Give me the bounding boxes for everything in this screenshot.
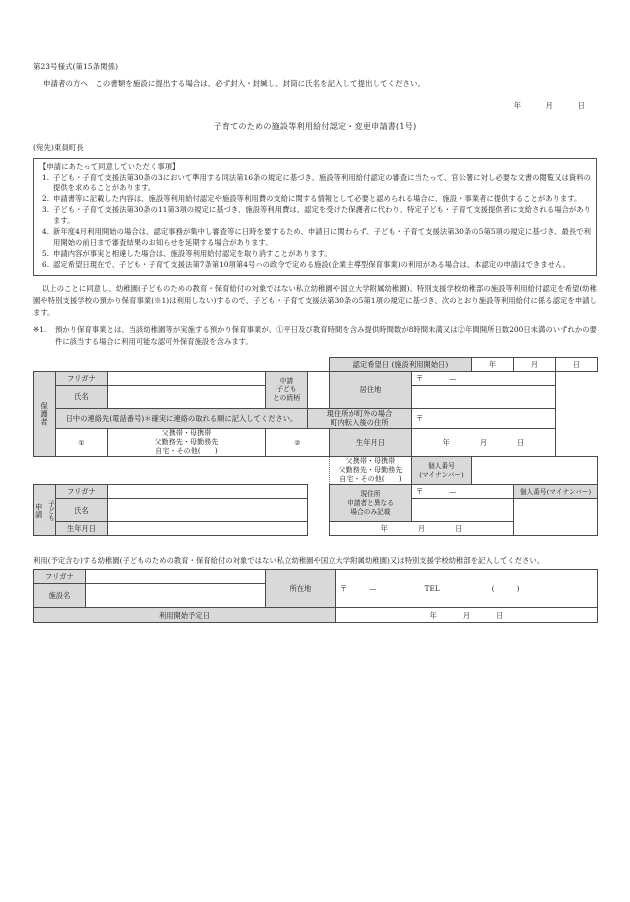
date-year-label: 年 (513, 100, 522, 110)
table-row (34, 485, 598, 499)
table-row (34, 457, 598, 485)
child-furigana-input[interactable] (108, 485, 308, 499)
consent-box (33, 158, 597, 276)
consent-item-number: 6. (42, 260, 50, 270)
facility-lead-text: 利用(予定含む)する幼稚園(子どものための教育・保育給付の対象ではない私立幼稚園や国立大学附属幼稚園)又は特別支援学校幼稚部を記入してください。 (33, 556, 545, 566)
table-row (34, 357, 598, 371)
consent-item-text: 子ども・子育て支援法第30条の3において準用する同法第16条の規定に基づき、施設等利用給付認定の審査に当たって、官公署に対し必要な文書の閲覧又は資料の提供を求めることがあります。 (53, 172, 591, 193)
facility-name-input[interactable] (86, 584, 266, 608)
consent-item-text: 認定希望日現在で、子ども・子育て支援法第7条第10項第4号ハの政令で定める施設(企業主導型保育事業)の利用がある場合は、本認定の申請はできません。 (53, 260, 571, 270)
applicant-table (33, 357, 598, 537)
child-birth-input-left[interactable] (108, 522, 308, 536)
guardian-mynumber-input[interactable] (472, 457, 598, 485)
child-furigana-label: フリガナ (56, 485, 108, 499)
consent-item (39, 194, 591, 205)
child-name-label: 氏名 (56, 499, 108, 522)
guardian-furigana-label: フリガナ (56, 371, 108, 385)
residence-label: 居住地 (330, 371, 412, 408)
application-statement: 以上のことに同意し、幼稚園(子どものための教育・保育給付の対象ではない私立幼稚園や国立大学附属幼稚園)、特別支援学校幼稚部の施設等利用給付認定を希望(幼稚園や特別支援学校の預かり保育事業(※1)は利用しない)するので、子ども・子育て支援法第30条の5第1項の規定に基づき、次のとおり施設等利用給付に係る認定を申請します。 (33, 283, 597, 317)
date-month-label: 月 (545, 100, 554, 110)
table-row (34, 499, 598, 522)
table-row (34, 608, 598, 623)
cert-date-year-cell[interactable]: 年 (472, 357, 514, 371)
document-title: 子育てのための施設等利用給付認定・変更申請書(1号) (213, 120, 417, 131)
guardian-name-input[interactable] (108, 385, 266, 408)
table-row (34, 522, 598, 536)
contact-number-2[interactable]: ② (266, 428, 330, 456)
child-mynumber-input[interactable] (514, 499, 598, 536)
zip-mark: 〒 (416, 487, 424, 497)
zip-mark: 〒 (416, 413, 424, 423)
consent-item-text: 新年度4月利用開始の場合は、認定事務が集中し審査等に日時を要するため、申請日に関わらず、子ども・子育て支援法第30条の5第5項の規定に基づき、最長で利用開始の前日まで審査結果のお知らせを延期する場合があります。 (53, 227, 591, 248)
consent-item (39, 173, 591, 195)
child-address-zip-row[interactable] (412, 485, 514, 499)
out-of-town-address-input[interactable] (412, 408, 556, 428)
facility-location-label: 所在地 (266, 570, 336, 608)
consent-item-number: 1. (42, 172, 50, 182)
certification-date-label: 認定希望日 (施設利用開始日) (330, 357, 472, 371)
child-mynumber-label: 個人番号(マイナンバー) (514, 485, 598, 499)
contact-type-options-1[interactable]: 父携帯・母携帯 父勤務先・母勤務先 自宅・その他( ) (108, 428, 266, 456)
date-day-label: 日 (577, 100, 585, 110)
consent-item-number: 2. (42, 194, 50, 204)
cert-date-month-cell[interactable]: 月 (514, 357, 556, 371)
child-section-label: 子ども 申請 (34, 485, 56, 536)
child-address-input[interactable] (412, 499, 514, 522)
consent-item (39, 205, 591, 227)
facility-furigana-label: フリガナ (34, 570, 86, 584)
zip-dash: — (449, 373, 457, 383)
guardian-birth-input[interactable]: 年 月 日 (412, 428, 556, 456)
guardian-section-label: 保護者 (34, 371, 56, 456)
consent-item (39, 227, 591, 249)
guardian-name-label: 氏名 (56, 385, 108, 408)
facility-location-input[interactable] (336, 570, 598, 608)
relation-label: 申請 子ども との続柄 (266, 371, 308, 408)
zip-dash: — (449, 487, 457, 497)
consent-item-number: 3. (42, 205, 50, 215)
table-row (34, 408, 598, 428)
child-name-input[interactable] (108, 499, 308, 522)
submission-date-line (33, 100, 597, 111)
contact-number-1[interactable]: ① (56, 428, 108, 456)
zip-dash: — (369, 584, 377, 594)
zip-mark: 〒 (416, 373, 424, 383)
table-row (34, 428, 598, 456)
facility-start-date-input[interactable]: 年 月 日 (336, 608, 598, 623)
out-of-town-label: 現住所が町外の場合 町内転入後の住所 (308, 408, 412, 428)
child-address-label: 現住所 申請者と異なる 場合のみ記載 (330, 485, 412, 522)
document-content (33, 62, 597, 623)
facility-furigana-input[interactable] (86, 570, 266, 584)
facility-table (33, 569, 598, 623)
applicant-table-wrap (33, 357, 597, 537)
child-birth-label: 生年月日 (56, 522, 108, 536)
tel-paren-close: ) (516, 584, 520, 594)
footnote-1 (33, 324, 597, 347)
cert-date-day-cell[interactable]: 日 (556, 357, 598, 371)
consent-item-text: 申請書等に記載した内容は、施設等利用給付認定や施設等利用費の支給に関する情報として必要と認められる場合に、施設・事業者に提供することがあります。 (53, 194, 582, 204)
table-row (34, 371, 598, 385)
consent-item-number: 4. (42, 227, 50, 237)
guardian-birth-label: 生年月日 (330, 428, 412, 456)
tel-label: TEL (424, 584, 440, 594)
facility-table-wrap (33, 569, 597, 623)
applicant-notice: 申請者の方へ この書類を施設に提出する場合は、必ず封入・封緘し、封筒に氏名を記入して提出してください。 (43, 78, 426, 88)
footnote-text: 預かり保育事業とは、当該幼稚園等が実施する預かり保育事業が、①平日及び教育時間を含み提供時間数が8時間未満又は②年間開所日数200日未満のいずれかの要件に該当する場合に利用可能な認可外保育施設を含みます。 (55, 325, 597, 347)
guardian-mynumber-label: 個人番号 (マイナンバー) (412, 457, 472, 485)
table-row (34, 570, 598, 584)
addressee: (宛先)東員町長 (33, 142, 84, 152)
guardian-furigana-input[interactable] (108, 371, 266, 385)
consent-item-number: 5. (42, 249, 50, 259)
contact-type-options-2[interactable]: 父携帯・母携帯 父勤務先・母勤務先 自宅・その他( ) (330, 457, 412, 485)
contact-header: 日中の連絡先(電話番号)＊確実に連絡の取れる順に記入してください。 (56, 408, 308, 428)
consent-item-text: 申請内容が事実と相違した場合は、施設等利用給付認定を取り消すことがあります。 (53, 249, 332, 259)
form-number: 第23号様式(第15条関係) (33, 62, 119, 71)
consent-item (39, 260, 591, 271)
footnote-label: ※1. (33, 325, 47, 335)
child-birth-input[interactable]: 年 月 日 (330, 522, 514, 536)
relation-input[interactable] (308, 371, 330, 408)
consent-item-text: 子ども・子育て支援法第30条の11第3項の規定に基づき、施設等利用費は、認定を受けた保護者に代わり、特定子ども・子育て支援提供者に支給される場合があります。 (53, 205, 591, 226)
residence-address-input[interactable] (412, 385, 556, 408)
residence-zip-row[interactable] (412, 371, 556, 385)
tel-paren-open: ( (491, 584, 495, 594)
facility-name-label: 施設名 (34, 584, 86, 608)
consent-item (39, 249, 591, 260)
facility-start-date-label: 利用開始予定日 (34, 608, 336, 623)
consent-title: 【申請にあたって同意していただく事項】 (39, 161, 180, 171)
zip-mark: 〒 (340, 584, 348, 594)
